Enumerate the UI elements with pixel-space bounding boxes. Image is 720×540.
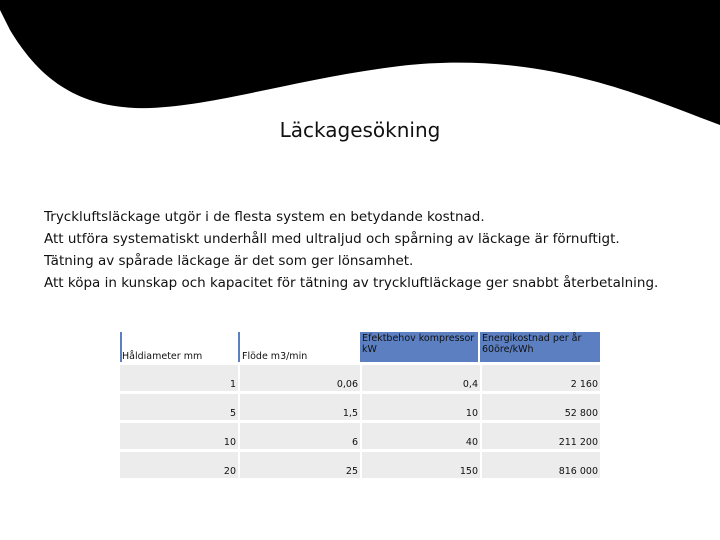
table-row xyxy=(120,394,600,420)
header-power: Efektbehov kompressor kW xyxy=(360,332,478,362)
table-cell: 52 800 xyxy=(482,394,600,420)
table-cell: 150 xyxy=(362,452,480,478)
table-cell: 0,4 xyxy=(362,365,480,391)
body-text xyxy=(44,206,714,294)
slide-title: Läckagesökning xyxy=(279,118,441,142)
header-flow xyxy=(238,332,360,362)
leakage-table xyxy=(120,332,600,478)
text-line: Att utföra systematiskt underhåll med ultraljud och spårning av läckage är förnuftigt. xyxy=(44,231,620,247)
header-label: Håldiameter mm xyxy=(122,351,203,362)
table-cell: 20 xyxy=(120,452,238,478)
header-hole-diameter xyxy=(120,332,238,362)
table-cell: 0,06 xyxy=(240,365,360,391)
table-header xyxy=(120,332,600,362)
table-cell: 2 160 xyxy=(482,365,600,391)
table-row xyxy=(120,365,600,391)
table-row xyxy=(120,423,600,449)
header-label: Flöde m3/min xyxy=(242,351,308,362)
table-cell: 1 xyxy=(120,365,238,391)
table-cell: 10 xyxy=(120,423,238,449)
text-line: Tryckluftsläckage utgör i de flesta system en betydande kostnad. xyxy=(44,209,485,225)
table-row xyxy=(120,452,600,478)
table-cell: 211 200 xyxy=(482,423,600,449)
table-cell: 1,5 xyxy=(240,394,360,420)
table-cell: 10 xyxy=(362,394,480,420)
table-cell: 6 xyxy=(240,423,360,449)
table-cell: 40 xyxy=(362,423,480,449)
text-line: Tätning av spårade läckage är det som ger lönsamhet. xyxy=(44,253,414,269)
table-cell: 816 000 xyxy=(482,452,600,478)
table-cell: 25 xyxy=(240,452,360,478)
text-line: Att köpa in kunskap och kapacitet för tätning av tryckluftläckage ger snabbt återbetalning. xyxy=(44,275,659,291)
header-energy-cost: Energikostnad per år 60öre/kWh xyxy=(480,332,600,362)
table-cell: 5 xyxy=(120,394,238,420)
